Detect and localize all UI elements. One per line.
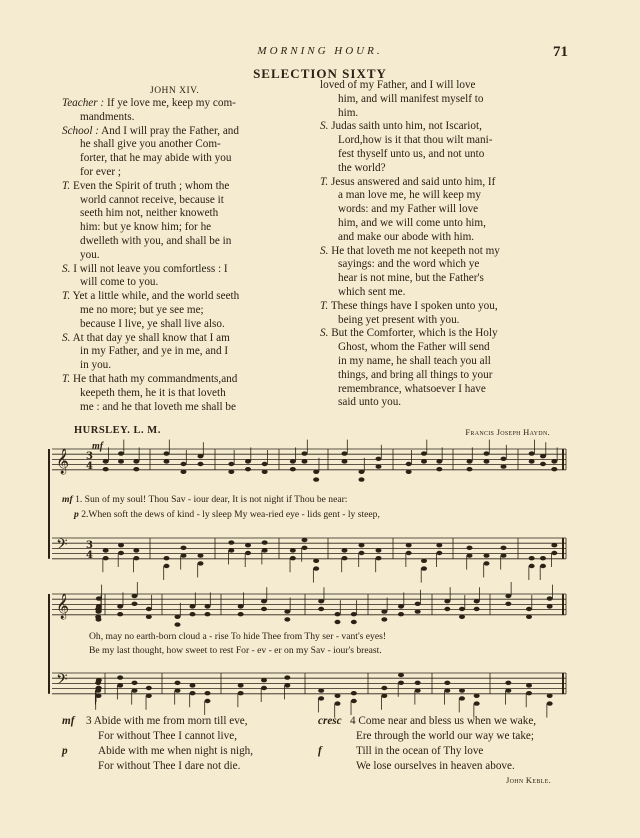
note-head [406, 470, 412, 474]
note-head [245, 467, 251, 471]
note-head [181, 553, 187, 557]
note-head [175, 681, 181, 685]
note-head [436, 467, 442, 471]
reading-paragraph: S. At that day ye shall know that I am in my Father, and ye in me, and I in you. [62, 331, 230, 372]
note-head [444, 688, 450, 692]
note-head [436, 551, 442, 555]
note-head [96, 686, 102, 690]
note-head [436, 543, 442, 547]
note-head [117, 675, 123, 679]
reading-paragraph: T. He that hath my commandments,and keepeth them, he it is that loveth me : and he that loveth me shall be [62, 372, 238, 413]
note-head [96, 617, 102, 621]
note-head [132, 594, 138, 598]
note-head [228, 470, 234, 474]
note-head [484, 459, 490, 463]
note-head [290, 467, 296, 471]
hymn-tune-name: HURSLEY. L. M. [74, 425, 161, 436]
note-head [415, 602, 421, 606]
note-head [190, 604, 196, 608]
note-head [118, 543, 124, 547]
reading-paragraph: loved of my Father, and I will love him, and will manifest myself to him. [320, 79, 484, 119]
note-head [398, 681, 404, 685]
bass-clef: 𝄢 [56, 671, 68, 692]
note-head [284, 675, 290, 679]
note-head [284, 609, 290, 613]
note-head [318, 688, 324, 692]
note-head [376, 464, 382, 468]
note-head [547, 596, 553, 600]
note-head [190, 691, 196, 695]
note-head [198, 462, 204, 466]
note-head [133, 556, 139, 560]
note-head [164, 459, 170, 463]
note-head [459, 696, 465, 700]
treble-clef: 𝄞 [56, 594, 70, 619]
note-head [181, 470, 187, 474]
note-head [133, 467, 139, 471]
note-head [318, 607, 324, 611]
note-head [421, 566, 427, 570]
bass-clef: 𝄢 [56, 536, 68, 557]
note-head [181, 546, 187, 550]
note-head [261, 678, 267, 682]
note-head [467, 553, 473, 557]
reading-paragraph: Teacher : If ye love me, keep my com- mandments. [62, 97, 236, 123]
note-head [459, 607, 465, 611]
reading-paragraph: S. I will not leave you comfortless : I will come to you. [62, 262, 228, 289]
note-head [117, 604, 123, 608]
note-head [398, 612, 404, 616]
note-head [467, 459, 473, 463]
dynamic-mark: mf [92, 441, 104, 452]
note-head [505, 681, 511, 685]
time-signature: 3 [86, 540, 93, 551]
note-head [198, 553, 204, 557]
note-head [444, 681, 450, 685]
selection-title: SELECTION SIXTY [253, 66, 387, 81]
note-head [103, 459, 109, 463]
note-head [132, 602, 138, 606]
note-head [118, 551, 124, 555]
page-number: 71 [553, 44, 568, 60]
note-head [318, 696, 324, 700]
note-head [205, 699, 211, 703]
note-head [421, 459, 427, 463]
note-head [181, 462, 187, 466]
note-head [351, 691, 357, 695]
note-head [198, 561, 204, 565]
note-head [398, 604, 404, 608]
note-head [262, 548, 268, 552]
note-head [118, 451, 124, 455]
note-head [415, 688, 421, 692]
note-head [245, 543, 251, 547]
note-head [474, 701, 480, 705]
note-head [444, 607, 450, 611]
note-head [133, 548, 139, 552]
note-head [526, 683, 532, 687]
note-head [351, 620, 357, 624]
note-head [175, 622, 181, 626]
note-head [526, 615, 532, 619]
time-signature: 3 [86, 451, 93, 462]
note-head [484, 553, 490, 557]
note-head [96, 678, 102, 682]
note-head [359, 543, 365, 547]
note-head [96, 596, 102, 600]
note-head [342, 451, 348, 455]
scripture-source: JOHN XIV. [150, 86, 200, 96]
note-head [238, 604, 244, 608]
stanza-left: mf 3 Abide with me from morn till eve, For without Thee I cannot live, p Abide with me when night is nigh, For without Thee I dare not die. [62, 715, 254, 772]
note-head [335, 694, 341, 698]
note-head [302, 546, 308, 550]
running-title: MORNING HOUR. [257, 45, 383, 57]
note-head [467, 467, 473, 471]
note-head [117, 612, 123, 616]
note-head [133, 459, 139, 463]
note-head [262, 540, 268, 544]
note-head [526, 607, 532, 611]
note-head [415, 681, 421, 685]
note-head [238, 612, 244, 616]
note-head [505, 594, 511, 598]
note-head [132, 681, 138, 685]
note-head [351, 612, 357, 616]
note-head [290, 556, 296, 560]
hymn-composer: Francis Joseph Haydn. [465, 427, 550, 437]
note-head [540, 556, 546, 560]
reading-paragraph: S. He that loveth me not keepeth not my sayings: and the word which ye hear is not mine, but the Father's which sent me. [320, 244, 500, 298]
note-head [302, 538, 308, 542]
lyric-line: Be my last thought, how sweet to rest For - ev - er on my Sav - iour's breast. [89, 645, 382, 656]
note-head [398, 673, 404, 677]
reading-paragraph: S. Judas saith unto him, not Iscariot, Lord,how is it that thou wilt mani- fest thyself unto us, and not unto the world? [320, 120, 493, 174]
note-head [228, 540, 234, 544]
note-head [245, 551, 251, 555]
note-head [359, 477, 365, 481]
reading-paragraph: School : And I will pray the Father, and he shall give you another Com- forter, that he may abide with you for ever ; [62, 124, 239, 178]
note-head [376, 556, 382, 560]
note-head [540, 462, 546, 466]
note-head [406, 543, 412, 547]
note-head [529, 556, 535, 560]
note-head [505, 602, 511, 606]
note-head [96, 609, 102, 613]
note-head [302, 451, 308, 455]
reading-paragraph: T. Even the Spirit of truth ; whom the world cannot receive, because it seeth him not, neither knoweth him: but ye know him; for he dwelleth with you, and shall be in you. [62, 179, 232, 261]
note-head [284, 683, 290, 687]
note-head [164, 564, 170, 568]
note-head [342, 459, 348, 463]
lyric-line: mf 1. Sun of my soul! Thou Sav - iour dear, It is not night if Thou be near: [62, 494, 348, 505]
note-head [540, 454, 546, 458]
note-head [359, 470, 365, 474]
note-head [359, 551, 365, 555]
note-head [290, 548, 296, 552]
lyric-line: p 2.When soft the dews of kind - ly sleep My wea-ried eye - lids gent - ly steep, [74, 509, 380, 520]
note-head [175, 688, 181, 692]
note-head [302, 459, 308, 463]
note-head [381, 686, 387, 690]
note-head [313, 559, 319, 563]
note-head [245, 459, 251, 463]
note-head [175, 615, 181, 619]
note-head [459, 688, 465, 692]
note-head [551, 467, 557, 471]
note-head [526, 691, 532, 695]
note-head [444, 599, 450, 603]
note-head [501, 546, 507, 550]
note-head [335, 612, 341, 616]
reading-paragraph: S. But the Comforter, which is the Holy Ghost, whom the Father will send in my name, he shall teach you all things, and bring all things to your remembrance, whatsoever I have said unto you. [320, 327, 498, 409]
note-head [146, 694, 152, 698]
note-head [146, 686, 152, 690]
note-head [342, 556, 348, 560]
note-head [318, 599, 324, 603]
note-head [146, 607, 152, 611]
note-head [238, 691, 244, 695]
note-head [335, 701, 341, 705]
note-head [313, 477, 319, 481]
note-head [474, 607, 480, 611]
note-head [501, 553, 507, 557]
note-head [406, 551, 412, 555]
note-head [103, 556, 109, 560]
note-head [117, 683, 123, 687]
time-signature: 4 [86, 461, 93, 472]
note-head [261, 599, 267, 603]
note-head [132, 688, 138, 692]
lyric-line: Oh, may no earth-born cloud a - rise To hide Thee from Thy ser - vant's eyes! [89, 631, 387, 642]
note-head [164, 451, 170, 455]
note-head [551, 543, 557, 547]
note-head [529, 459, 535, 463]
note-head [228, 462, 234, 466]
note-head [313, 566, 319, 570]
note-head [190, 683, 196, 687]
note-head [501, 464, 507, 468]
note-head [540, 564, 546, 568]
time-signature: 4 [86, 550, 93, 561]
hymn-author: John Keble. [506, 775, 551, 785]
note-head [505, 688, 511, 692]
note-head [146, 615, 152, 619]
note-head [529, 451, 535, 455]
note-head [459, 615, 465, 619]
note-head [118, 459, 124, 463]
reading-paragraph: T. Yet a little while, and the world seeth me no more; but ye see me; because I live, ye shall live also. [62, 290, 240, 330]
note-head [262, 462, 268, 466]
note-head [436, 459, 442, 463]
note-head [484, 561, 490, 565]
note-head [262, 470, 268, 474]
note-head [205, 604, 211, 608]
stanza-right: cresc 4 Come near and bless us when we wake, Ere through the world our way we take; f Till in the ocean of Thy love We lose ourselves in heaven above. [318, 715, 537, 772]
note-head [551, 551, 557, 555]
note-head [103, 548, 109, 552]
note-head [313, 470, 319, 474]
note-head [342, 548, 348, 552]
note-head [238, 683, 244, 687]
note-head [501, 457, 507, 461]
note-head [381, 609, 387, 613]
note-head [421, 451, 427, 455]
note-head [474, 694, 480, 698]
note-head [529, 564, 535, 568]
note-head [381, 617, 387, 621]
note-head [205, 612, 211, 616]
note-head [205, 691, 211, 695]
reading-paragraph: T. Jesus answered and said unto him, If a man love me, he will keep my words: and my Father will love him, and we will come unto him, and make our abode with him. [320, 175, 496, 243]
note-head [335, 620, 341, 624]
treble-clef: 𝄞 [56, 449, 70, 474]
note-head [381, 694, 387, 698]
reading-paragraph: T. These things have I spoken unto you, being yet present with you. [320, 299, 498, 326]
note-head [421, 559, 427, 563]
note-head [484, 451, 490, 455]
note-head [415, 609, 421, 613]
note-head [376, 548, 382, 552]
note-head [376, 457, 382, 461]
note-head [198, 454, 204, 458]
note-head [467, 546, 473, 550]
note-head [406, 462, 412, 466]
note-head [190, 612, 196, 616]
note-head [261, 686, 267, 690]
note-head [96, 604, 102, 608]
note-head [551, 459, 557, 463]
note-head [261, 607, 267, 611]
note-head [290, 459, 296, 463]
note-head [547, 604, 553, 608]
note-head [284, 617, 290, 621]
note-head [164, 556, 170, 560]
note-head [228, 548, 234, 552]
note-head [103, 467, 109, 471]
note-head [547, 701, 553, 705]
note-head [474, 599, 480, 603]
note-head [547, 694, 553, 698]
note-head [351, 699, 357, 703]
